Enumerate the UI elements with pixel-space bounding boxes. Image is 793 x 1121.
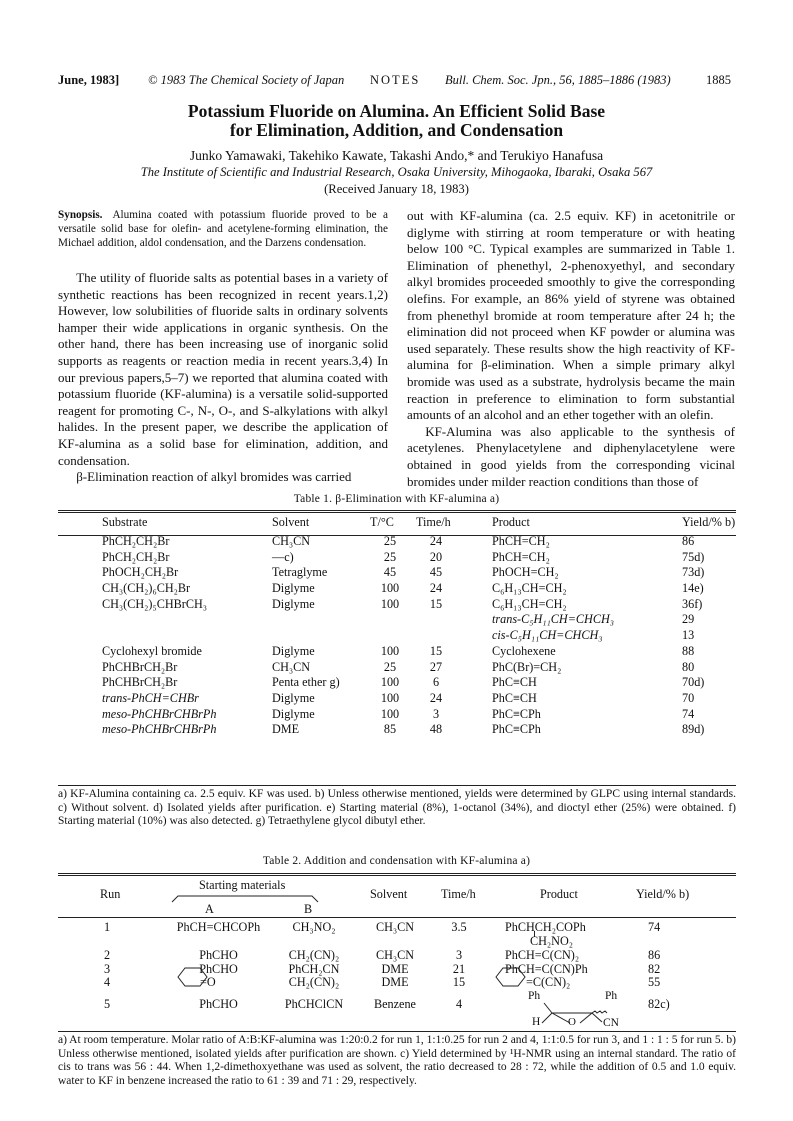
table2-header-rule (58, 917, 736, 918)
table2-cell: CH₂(CN)₂ (288, 975, 340, 989)
synopsis-text: Alumina coated with potassium fluoride proved to be a versatile solid base for olefin- and acetylene-forming elimination, the Michael addition, aldol condensation, and the Darzens condensation. (58, 209, 388, 249)
table2-top-rule-double (58, 875, 736, 876)
table2-header-run: Run (100, 887, 121, 901)
table1-cell: 24 (429, 581, 443, 596)
table1-cell: PhC≡CPh (492, 722, 541, 737)
table1-caption: Table 1. β-Elimination with KF-alumina a) (293, 493, 500, 505)
table1-cell: 45 (429, 565, 443, 580)
table1-cell: C₆H₁₃CH=CH₂ (492, 581, 567, 596)
table1-cell: 100 (380, 581, 400, 596)
table2-cell: 15 (452, 975, 466, 989)
table1-row (102, 534, 738, 550)
table1-cell: 73d) (682, 565, 705, 580)
article-title-line2: for Elimination, Addition, and Condensation (229, 120, 564, 140)
table2-cell: 74 (648, 920, 661, 934)
table1-row (102, 565, 738, 581)
table2-cell: PhCHO (199, 948, 238, 962)
table2-cell: 82 (648, 962, 661, 976)
table1-cell: 74 (682, 706, 695, 721)
table1-cell: Diglyme (272, 643, 315, 658)
table2-cell: PhCH₂CN (288, 962, 340, 976)
table2-cell: PhCH=C(CN)₂ (505, 948, 580, 962)
table1-header-cell: Substrate (102, 515, 148, 529)
table1-cell (410, 612, 492, 628)
table2-header-b: B (304, 902, 313, 916)
table1-cell: PhCH=CH₂ (492, 549, 550, 564)
cyclohexylidene-ring-icon (494, 966, 534, 988)
table1-cell: 100 (380, 706, 400, 721)
table1-cell: 100 (380, 596, 400, 611)
table1-row (102, 597, 738, 613)
table2-header-yield: Yield/% b) (636, 887, 690, 901)
table2-group-brace (170, 893, 320, 903)
table1-cell: 25 (383, 549, 397, 564)
table1-cell: —c) (272, 549, 294, 564)
epoxide-label-o: O (568, 1016, 576, 1028)
header-issue-date: June, 1983] (58, 73, 120, 87)
table1-cell: 89d) (682, 722, 705, 737)
table1-cell: CH₃(CH₂)₅CHBrCH₃ (102, 596, 208, 611)
table1-cell: 27 (429, 659, 443, 674)
table1-cell: 70 (682, 690, 695, 705)
table1-cell: CH₃(CH₂)₆CH₂Br (102, 581, 191, 596)
table1-cell (272, 628, 370, 644)
table1-cell: 75d) (682, 549, 705, 564)
header-page-number: 1885 (706, 73, 731, 87)
table1-row (102, 612, 738, 628)
table1-cell: meso-PhCHBrCHBrPh (102, 706, 217, 721)
table1-cell: PhOCH=CH₂ (492, 565, 559, 580)
table1-cell: PhCH=CH₂ (492, 534, 550, 548)
table2-cell: 5 (104, 997, 111, 1011)
table1-cell: PhC≡CH (492, 675, 537, 690)
table2-cell: =C(CN)₂ (526, 975, 571, 989)
table1-row (102, 722, 738, 738)
table1-cell: PhCH₂CH₂Br (102, 549, 170, 564)
table2-cell: 4 (104, 975, 111, 989)
table1-cell: 20 (429, 549, 443, 564)
table2-group-header: Starting materials (199, 878, 286, 892)
table1-cell: 24 (429, 690, 443, 705)
table1-cell (102, 628, 272, 644)
table1-cell: CH₃CN (272, 659, 311, 674)
table2-header-solvent: Solvent (370, 887, 408, 901)
epoxide-label-cn: CN (603, 1017, 619, 1029)
table1-footnote: a) KF-Alumina containing ca. 2.5 equiv. KF was used. b) Unless otherwise mentioned, yields were determined by GLPC using internal standards. c) Without solvent. d) Isolated yields after purification. e) Starting material (8%), 1-octanol (34%), and dioctyl ether (25%) were obtained. f) Starting material (10%) was also detected. g) Tetraethylene glycol dibutyl ether. (58, 788, 736, 828)
table2-cell: CH₂(CN)₂ (288, 948, 340, 962)
header-journal: Bull. Chem. Soc. Jpn., 56, 1885–1886 (1983) (445, 73, 671, 87)
article-authors: Junko Yamawaki, Takehiko Kawate, Takashi Ando,* and Terukiyo Hanafusa (189, 148, 604, 163)
table2-cell: 1 (104, 920, 111, 934)
table1-bottom-rule (58, 785, 736, 786)
table2-footnote: a) At room temperature. Molar ratio of A:B:KF-alumina was 1:20:0.2 for run 1, 1:1:0.25 for run 2 and 4, 1:1:0.5 for run 3, and 1 : 1 : 5 for run 5. b) Unless otherwise mentioned, isolated yields after purification are shown. c) Yield determined by ¹H-NMR using an internal standard. The ratio of cis to trans was 56 : 44. When 1,2-dimethoxyethane was used as solvent, the ratio decreased to 28 : 72, while the addition of 0.5 and 1.0 equiv. water to KF in benzene increased the ratio to 61 : 39 and 71 : 29, respectively. (58, 1034, 736, 1087)
table1-cell: 88 (682, 643, 695, 658)
table1-cell: 13 (682, 628, 695, 643)
table1-cell: 100 (380, 690, 400, 705)
header-copyright: © 1983 The Chemical Society of Japan (148, 73, 345, 87)
table1-row (102, 581, 738, 597)
table1-header-cell: Solvent (272, 515, 310, 529)
synopsis-label: Synopsis. (58, 209, 103, 221)
table2-top-rule (58, 873, 736, 874)
table1-row (102, 644, 738, 660)
left-column (58, 208, 388, 486)
table1-cell (102, 612, 272, 628)
table1-cell: trans-C₅H₁₁CH=CHCH₃ (492, 612, 615, 627)
table2-cell: 3 (455, 948, 463, 962)
epoxide-label-ph-left: Ph (528, 990, 541, 1002)
table1-header-cell: Time/h (416, 515, 451, 529)
table1-row (102, 707, 738, 723)
epoxide-label-h: H (532, 1016, 541, 1028)
table2-cell: 55 (648, 975, 661, 989)
table1-cell: C₆H₁₃CH=CH₂ (492, 596, 567, 611)
table1-cell: Cyclohexene (492, 643, 556, 658)
table2-cell: CH₃CN (375, 948, 415, 962)
table1-cell: Diglyme (272, 596, 315, 611)
table2-cell: PhCH=C(CN)Ph (505, 962, 588, 976)
table1-cell: cis-C₅H₁₁CH=CHCH₃ (492, 628, 603, 643)
table2-cell: 21 (452, 962, 466, 976)
table1-header-cell: Product (492, 515, 530, 529)
table1-cell (370, 612, 410, 628)
table1-header-cell: T/°C (370, 515, 394, 529)
body-paragraph: out with KF-alumina (ca. 2.5 equiv. KF) in acetonitrile or diglyme with stirring at room temperature or with heating below 100 °C. Typical examples are summarized in Table 1. Elimination of phenethyl, 2-phenoxyethyl, and secondary alkyl bromides proceeded smoothly to give the corresponding olefins. For example, an 86% yield of styrene was obtained from phenethyl bromide at room temperature after 24 h; the elimination did not proceed when KF powder or alumina was used separately. These results show the high reactivity of KF-alumina for β-elimination. When a simple primary alkyl bromide was used as a substrate, hydrolysis became the main reaction in preference to elimination to form substantial amounts of an alcohol and an ether together with an olefin. (407, 208, 735, 423)
table2-cell: 82c) (648, 997, 670, 1011)
table1-header-row (102, 515, 738, 534)
body-paragraph: KF-Alumina was also applicable to the synthesis of acetylenes. Phenylacetylene and diphenylacetylene were obtained in good yields from the corresponding vicinal bromides under milder reaction conditions than those of (407, 423, 735, 489)
table1-cell: 6 (432, 675, 440, 690)
table2-cell: 2 (104, 948, 111, 962)
table2-caption: Table 2. Addition and condensation with KF-alumina a) (262, 855, 531, 867)
table1-cell: CH₃CN (272, 534, 311, 548)
body-paragraph: β-Elimination reaction of alkyl bromides was carried (76, 469, 352, 485)
table1-cell: 45 (383, 565, 397, 580)
table1-cell: 15 (429, 596, 443, 611)
table1-cell: 14e) (682, 581, 704, 596)
table1-cell: PhC≡CPh (492, 706, 541, 721)
table1-cell: meso-PhCHBrCHBrPh (102, 722, 217, 737)
table1-cell: Diglyme (272, 706, 315, 721)
table1-cell: Penta ether g) (272, 675, 340, 690)
table2-header-time: Time/h (441, 887, 476, 901)
table1-cell: 48 (429, 722, 443, 737)
table1-cell: 100 (380, 643, 400, 658)
table1-cell: Diglyme (272, 690, 315, 705)
table1-top-rule-double (58, 512, 736, 513)
table1-cell: 25 (383, 534, 397, 548)
table2-cell: CH₃NO₂ (292, 920, 336, 934)
right-column (407, 208, 735, 490)
table1-cell: trans-PhCH=CHBr (102, 690, 199, 705)
table2-cell: Benzene (374, 997, 416, 1011)
table2-cell: 3.5 (451, 920, 467, 934)
table1-cell: 24 (429, 534, 443, 548)
table2-cell: PhCHO (199, 962, 238, 976)
table1-cell: 25 (383, 659, 397, 674)
table2-cell: DME (381, 975, 409, 989)
table2-cell: =O (200, 975, 216, 989)
table1-cell: DME (272, 722, 300, 737)
cyclohexanone-ring-icon (176, 966, 216, 988)
table1-row (102, 660, 738, 676)
article-affiliation: The Institute of Scientific and Industrial Research, Osaka University, Mihogaoka, Ibaraki, Osaka 567 (140, 165, 653, 179)
table1-cell: PhCH₂CH₂Br (102, 534, 170, 548)
table1-cell (272, 612, 370, 628)
table2-bottom-rule (58, 1031, 736, 1032)
table2-run1-bond-line (534, 931, 535, 937)
table1-header-rule (58, 535, 736, 536)
table2-header-a: A (205, 902, 214, 916)
table1-row (102, 628, 738, 644)
table2-cell: PhCH=CHCOPh (176, 920, 261, 934)
table1-cell: 15 (429, 643, 443, 658)
table2-cell: CH₃CN (375, 920, 415, 934)
table1-cell: Cyclohexyl bromide (102, 643, 202, 658)
table2-cell: PhCHCH₂COPh (505, 920, 586, 934)
table1-cell: Tetraglyme (272, 565, 328, 580)
table1-cell: 70d) (682, 675, 705, 690)
table1-cell: PhCHBrCH₂Br (102, 659, 178, 674)
table1-header-cell: Yield/% b) (682, 515, 736, 529)
table1-cell: Diglyme (272, 581, 315, 596)
article-received: (Received January 18, 1983) (324, 182, 469, 196)
table1-cell (370, 628, 410, 644)
table2-run1-product-substituent: CH₂NO₂ (530, 934, 574, 948)
table1-cell: 85 (383, 722, 397, 737)
table2-cell: PhCHClCN (284, 997, 344, 1011)
body-paragraph: The utility of fluoride salts as potential bases in a variety of synthetic reactions has been recognized in recent years.1,2) However, low solubilities of fluoride salts in ordinary solvents hamper their wide applications in organic synthesis. On the other hand, there has been increasing use of inorganic solid supports as reagents or reaction media in recent years.3,4) In our previous papers,5–7) we reported that alumina coated with potassium fluoride (KF-alumina) is a versatile solid-supported reagent for promoting C-, N-, O-, and S-alkylations with alkyl halides. In the present paper, we describe the application of KF-alumina as a solid base for elimination, addition, and condensation. (58, 270, 388, 468)
table2-header-product: Product (540, 887, 578, 901)
table2-cell: 4 (455, 997, 463, 1011)
table1-cell: 3 (432, 706, 440, 721)
table1-cell: 100 (380, 675, 400, 690)
table1-row (102, 550, 738, 566)
article-title-line1: Potassium Fluoride on Alumina. An Efficient Solid Base (187, 101, 606, 121)
table1-cell: PhC≡CH (492, 690, 537, 705)
table1-cell: 80 (682, 659, 695, 674)
header-section: NOTES (370, 73, 421, 87)
synopsis (58, 208, 388, 250)
table1-cell: 86 (682, 534, 695, 548)
epoxide-label-ph-right: Ph (605, 990, 618, 1002)
table1-cell: PhCHBrCH₂Br (102, 675, 178, 690)
table2-cell: 86 (648, 948, 661, 962)
table1-cell: 36f) (682, 596, 703, 611)
table1-cell: PhOCH₂CH₂Br (102, 565, 179, 580)
table2-cell: PhCHO (199, 997, 238, 1011)
table2-cell: 3 (104, 962, 111, 976)
table1-top-rule (58, 510, 736, 511)
table1-row (102, 675, 738, 691)
table1-cell (410, 628, 492, 644)
table1-cell: PhC(Br)=CH₂ (492, 659, 562, 674)
table2-cell: DME (381, 962, 409, 976)
table1-cell: 29 (682, 612, 695, 627)
table1-row (102, 691, 738, 707)
table1 (102, 515, 738, 738)
